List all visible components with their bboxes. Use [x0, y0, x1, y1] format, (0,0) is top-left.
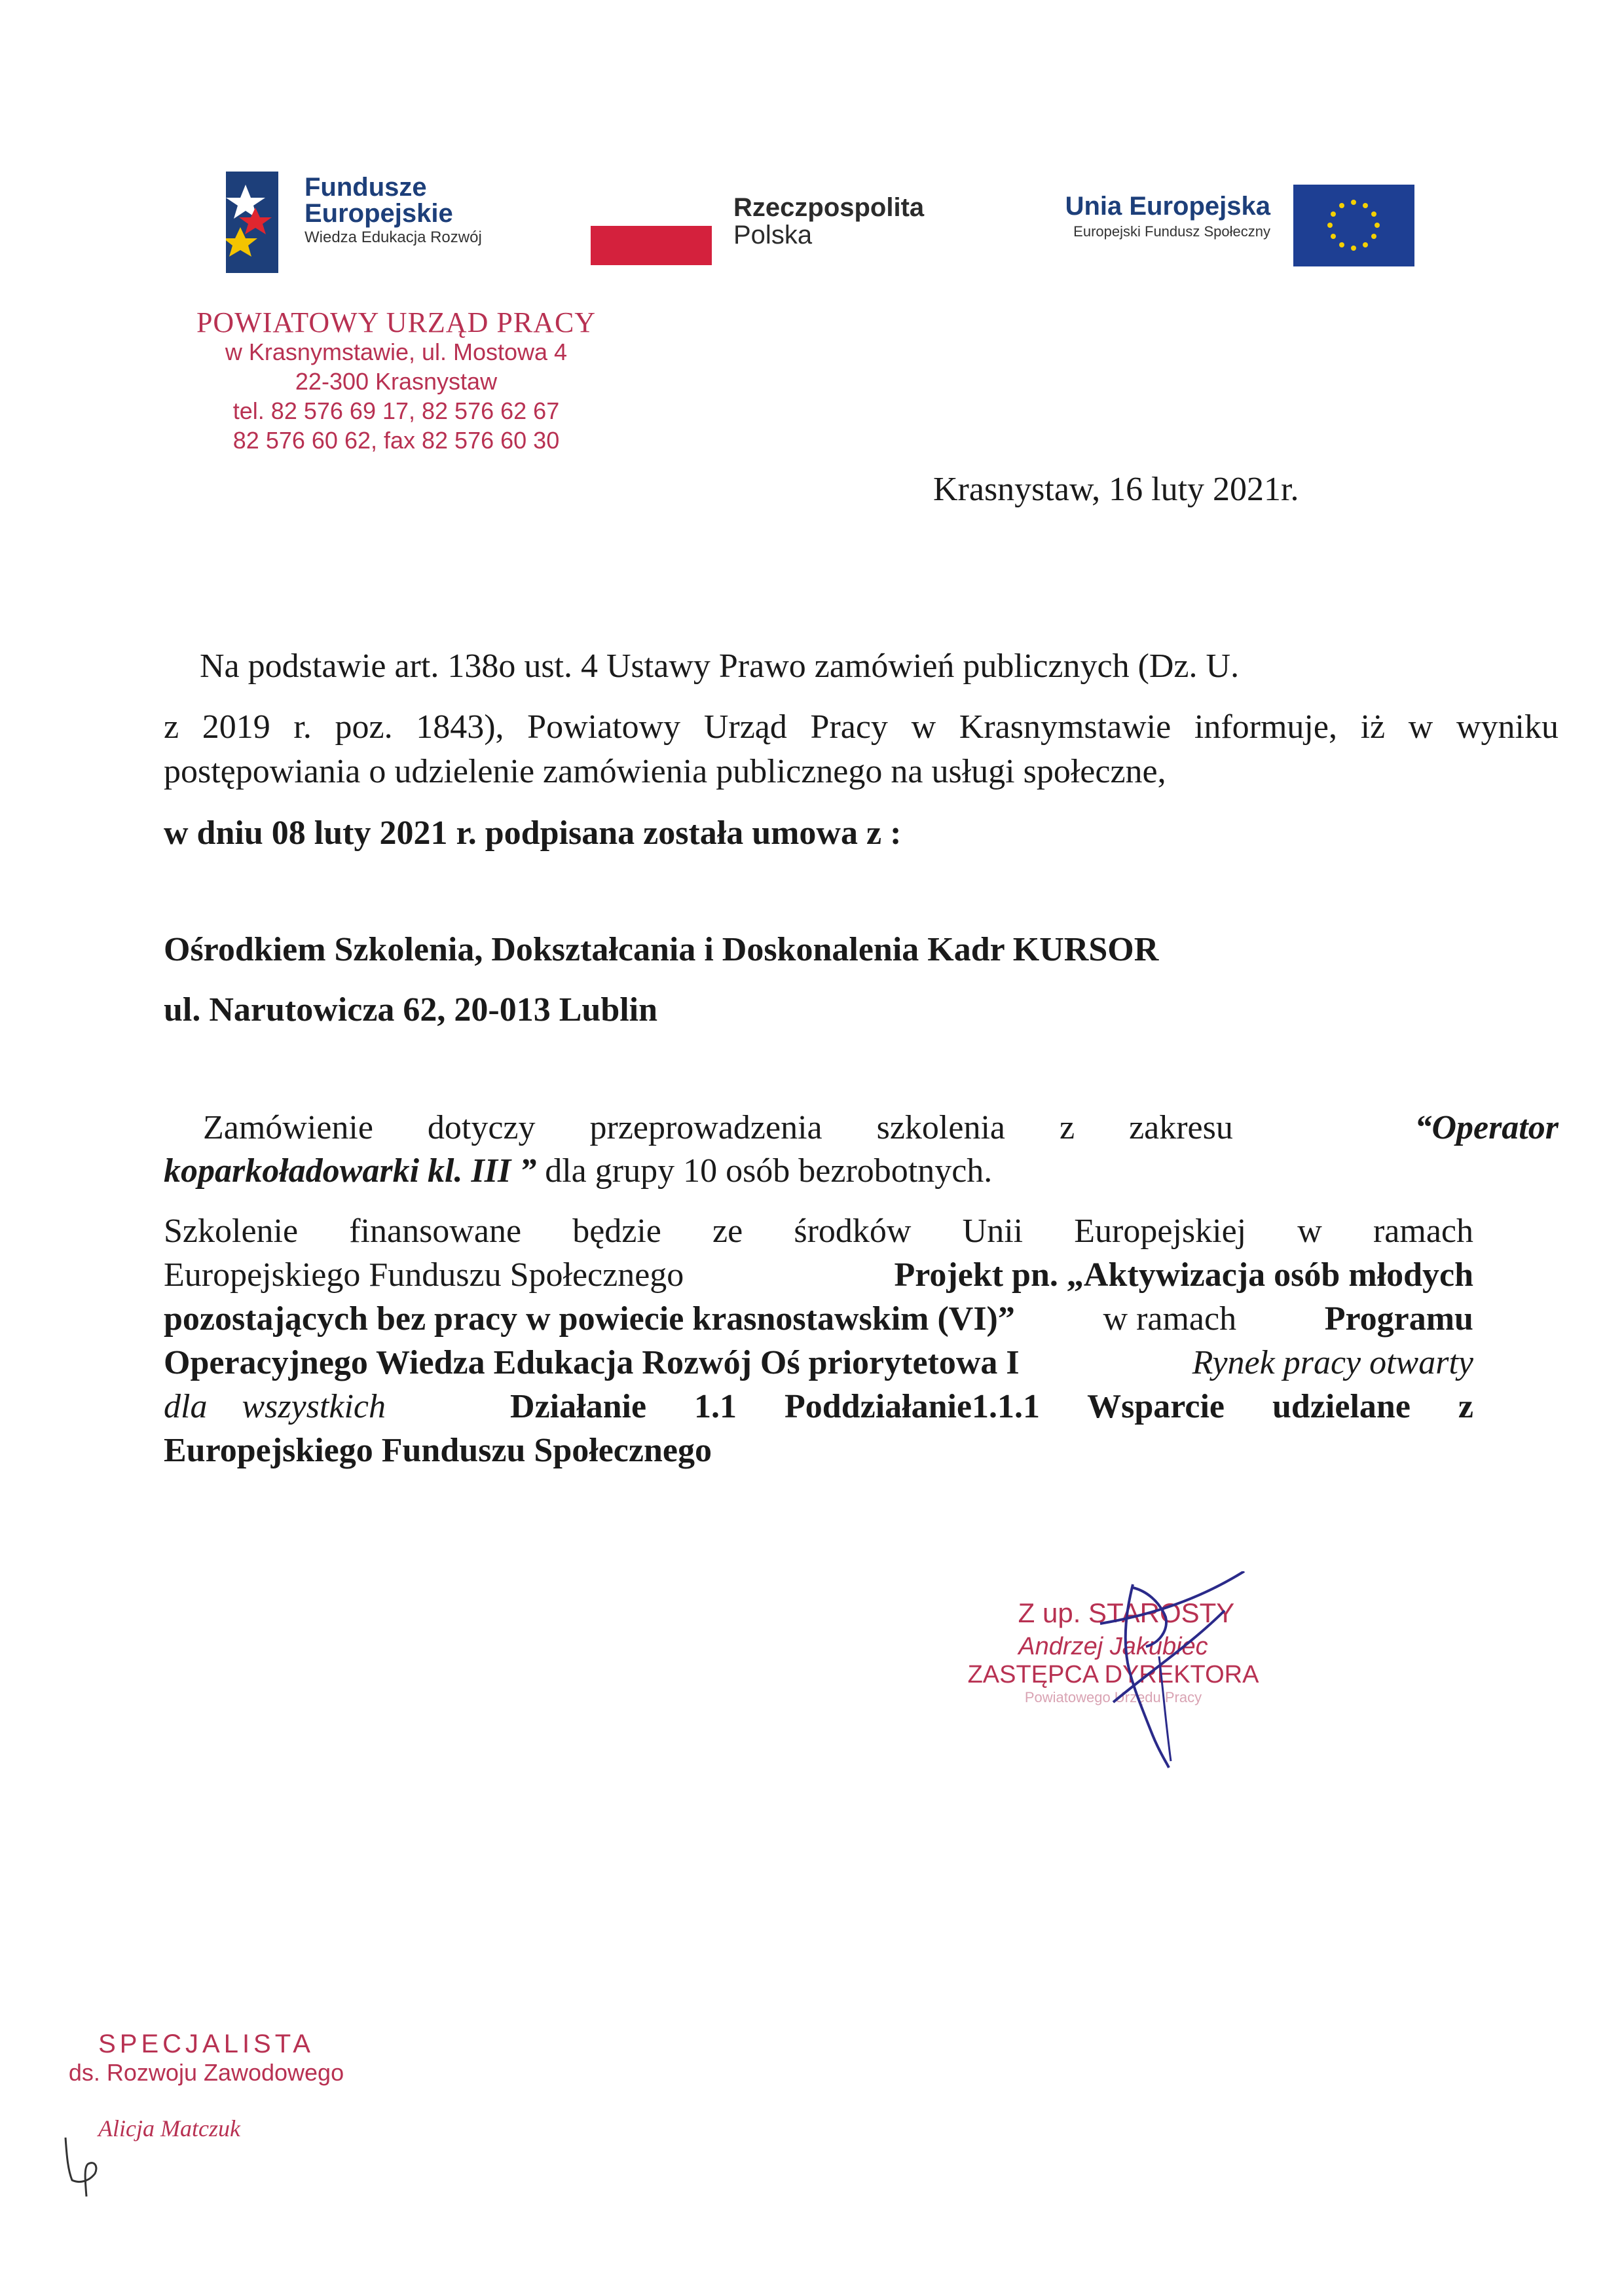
- polish-flag-icon: [591, 226, 712, 265]
- body-p4-line4-axis: Rynek pracy otwarty: [1192, 1344, 1473, 1381]
- body-p3-line1-text: Zamówienie dotyczy przeprowadzenia szkolenia z zakresu: [203, 1109, 1233, 1146]
- body-p4-line3-programme: Programu: [1324, 1300, 1473, 1338]
- fundusze-europejskie-logo: [226, 172, 534, 276]
- fe-logo-line1: Fundusze: [304, 173, 427, 202]
- body-p4-line1: Szkolenie finansowane będzie ze środków Unii Europejskiej w ramach: [164, 1212, 1473, 1250]
- body-p4-line4: [164, 1341, 1473, 1385]
- handwritten-signature-icon: [1061, 1571, 1270, 1774]
- body-p3-line2: [164, 1150, 1559, 1193]
- body-p4-line6: Europejskiego Funduszu Społecznego: [164, 1432, 712, 1469]
- body-p3-line1: [203, 1106, 1559, 1150]
- specialist-stamp-line2: ds. Rozwoju Zawodowego: [68, 2059, 344, 2086]
- unia-europejska-logo-text: [982, 191, 1270, 242]
- body-p4-line3: [164, 1298, 1473, 1341]
- office-stamp: [187, 308, 606, 455]
- body-p1-line3: postępowiania o udzielenie zamówienia publicznego na usługi społeczne,: [164, 753, 1166, 790]
- specialist-signature-icon: [59, 2118, 124, 2216]
- office-stamp-line5: 82 576 60 62, fax 82 576 60 30: [232, 427, 560, 454]
- office-stamp-line4: tel. 82 576 69 17, 82 576 62 67: [232, 397, 560, 424]
- body-p1-line2: z 2019 r. poz. 1843), Powiatowy Urząd Pracy w Krasnymstawie informuje, iż w wyniku: [164, 708, 1559, 746]
- body-p4-line3-project: pozostających bez pracy w powiecie krasnostawskim (VI)”: [164, 1300, 1015, 1338]
- body-p4-line2-project: Projekt pn. „Aktywizacja osób młodych: [894, 1256, 1473, 1294]
- body-p4-line5: [164, 1385, 1473, 1429]
- rp-logo-line1: Rzeczpospolita: [733, 193, 925, 222]
- body-p3-line1-title: “Operator: [1414, 1109, 1559, 1146]
- office-stamp-line3: 22-300 Krasnystaw: [295, 368, 498, 395]
- specialist-stamp: [36, 2030, 377, 2086]
- body-p3-line2-text: dla grupy 10 osób bezrobotnych.: [536, 1152, 993, 1190]
- contractor-name: Ośrodkiem Szkolenia, Dokształcania i Doskonalenia Kadr KURSOR: [164, 931, 1159, 968]
- office-stamp-line2: w Krasnymstawie, ul. Mostowa 4: [225, 338, 568, 365]
- contractor-address: ul. Narutowicza 62, 20-013 Lublin: [164, 991, 658, 1029]
- body-p3-line2-title: koparkoładowarki kl. III ”: [164, 1152, 537, 1190]
- signature-stamp-line1: Z up. STAROSTY: [1018, 1597, 1235, 1628]
- body-p4-line2: [164, 1254, 1473, 1297]
- signature-stamp-name: Andrzej Jakubiec: [1018, 1633, 1208, 1660]
- rp-logo-line2: Polska: [733, 221, 813, 249]
- body-p1-line1: Na podstawie art. 138o ust. 4 Ustawy Prawo zamówień publicznych (Dz. U.: [200, 647, 1240, 685]
- fe-logo-line3: Wiedza Edukacja Rozwój: [304, 228, 482, 246]
- document-date: Krasnystaw, 16 luty 2021r.: [933, 471, 1299, 508]
- signature-stamp-line4: Powiatowego Urzędu Pracy: [1024, 1689, 1202, 1705]
- body-p2: w dniu 08 luty 2021 r. podpisana została umowa z :: [164, 814, 902, 852]
- specialist-stamp-name: Alicja Matczuk: [98, 2115, 240, 2141]
- signature-stamp-title: ZASTĘPCA DYREKTORA: [967, 1661, 1259, 1688]
- body-p4-line4-programme: Operacyjnego Wiedza Edukacja Rozwój Oś priorytetowa I: [164, 1344, 1020, 1381]
- body-p4-line5-axis: dla wszystkich: [164, 1388, 386, 1425]
- fe-logo-line2: Europejskie: [304, 199, 453, 228]
- office-stamp-line1: POWIATOWY URZĄD PRACY: [196, 306, 597, 338]
- ue-logo-line1: Unia Europejska: [1065, 192, 1270, 221]
- rzeczpospolita-logo-text: [733, 194, 924, 249]
- body-p4-line2-text: Europejskiego Funduszu Społecznego: [164, 1256, 684, 1294]
- ue-logo-line2: Europejski Fundusz Społeczny: [1073, 223, 1270, 240]
- eu-flag-icon: [1293, 185, 1414, 266]
- body-p4-line3-text: w ramach: [1103, 1300, 1237, 1338]
- fundusze-europejskie-emblem-icon: [226, 172, 278, 273]
- body-p4-line5-measure: Działanie 1.1 Poddziałanie1.1.1 Wsparcie udzielane z: [510, 1388, 1473, 1425]
- eu-stars-icon: [1293, 185, 1414, 266]
- specialist-stamp-line1: SPECJALISTA: [98, 2030, 314, 2058]
